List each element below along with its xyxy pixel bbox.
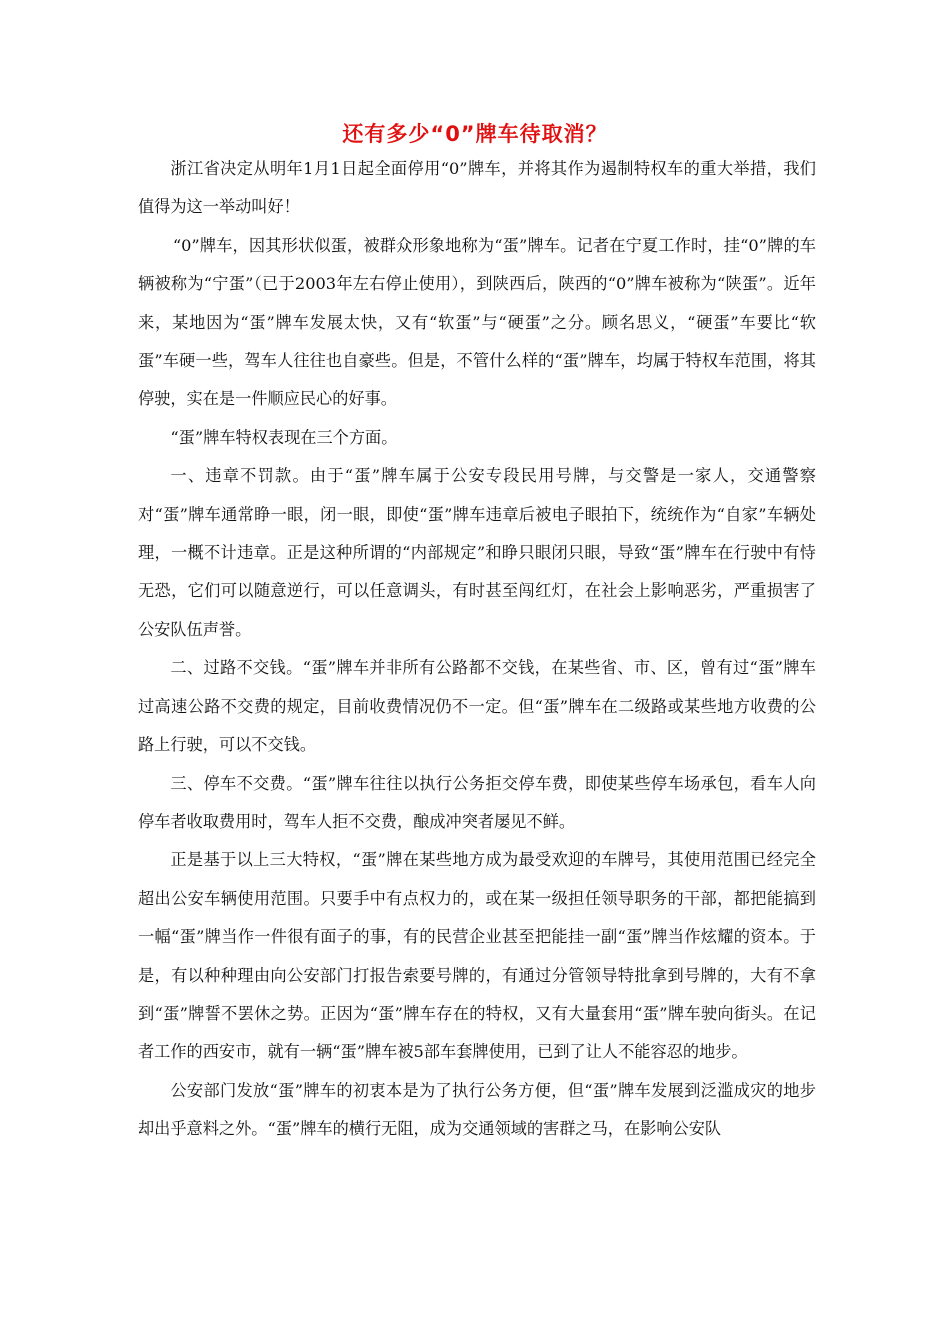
paragraph: “蛋”牌车特权表现在三个方面。 bbox=[170, 427, 398, 447]
paragraph: 浙江省决定从明年1月1日起全面停用“0”牌车，并将其作为遏制特权车的重大举措，我们值得为这一举动叫好！ bbox=[138, 159, 816, 217]
paragraph: 公安部门发放“蛋”牌车的初衷本是为了执行公务方便，但“蛋”牌车发展到泛滥成灾的地步却出乎意料之外。“蛋”牌车的横行无阻，成为交通领域的害群之马，在影响公安队 bbox=[138, 1080, 816, 1139]
paragraph: 三、停车不交费。“蛋”牌车往往以执行公务拒交停车费，即使某些停车场承包，看车人向停车者收取费用时，驾车人拒不交费，酿成冲突者屡见不鲜。 bbox=[138, 773, 816, 831]
document-title: 还有多少“0”牌车待取消？ bbox=[342, 122, 608, 146]
paragraph: 正是基于以上三大特权，“蛋”牌在某些地方成为最受欢迎的车牌号，其使用范围已经完全超出公安车辆使用范围。只要手中有点权力的，或在某一级担任领导职务的干部，都把能搞到一幅“蛋”牌当作一件很有面子的事，有的民营企业甚至把能挂一副“蛋”牌当作炫耀的资本。于是，有以种种理由向公安部门打报告索要号牌的，有通过分管领导特批拿到号牌的，大有不拿到“蛋”牌誓不罢休之势。正因为“蛋”牌车存在的特权，又有大量套用“蛋”牌车驶向街头。在记者工作的西安市，就有一辆“蛋”牌车被5部车套牌使用，已到了让人不能容忍的地步。 bbox=[138, 850, 816, 1062]
paragraph: “0”牌车，因其形状似蛋，被群众形象地称为“蛋”牌车。记者在宁夏工作时，挂“0”牌的车辆被称为“宁蛋”（已于2003年左右停止使用），到陕西后，陕西的“0”牌车被称为“陕蛋”。近年来，某地因为“蛋”牌车发展太快，又有“软蛋”与“硬蛋”之分。顾名思义，“硬蛋”车要比“软蛋”车硬一些，驾车人往往也自豪些。但是，不管什么样的“蛋”牌车，均属于特权车范围，将其停驶，实在是一件顺应民心的好事。 bbox=[138, 235, 816, 409]
paragraph: 一、违章不罚款。由于“蛋”牌车属于公安专段民用号牌，与交警是一家人，交通警察对“蛋”牌车通常睁一眼，闭一眼，即使“蛋”牌车违章后被电子眼拍下，统统作为“自家”车辆处理，一概不计违章。正是这种所谓的“内部规定”和睁只眼闭只眼，导致“蛋”牌车在行驶中有恃无恐，它们可以随意逆行，可以任意调头，有时甚至闯红灯，在社会上影响恶劣，严重损害了公安队伍声誉。 bbox=[138, 466, 816, 639]
paragraph: 二、过路不交钱。“蛋”牌车并非所有公路都不交钱，在某些省、市、区，曾有过“蛋”牌车过高速公路不交费的规定，目前收费情况仍不一定。但“蛋”牌车在二级路或某些地方收费的公路上行驶，可以不交钱。 bbox=[138, 658, 816, 755]
document-body bbox=[138, 150, 816, 1149]
